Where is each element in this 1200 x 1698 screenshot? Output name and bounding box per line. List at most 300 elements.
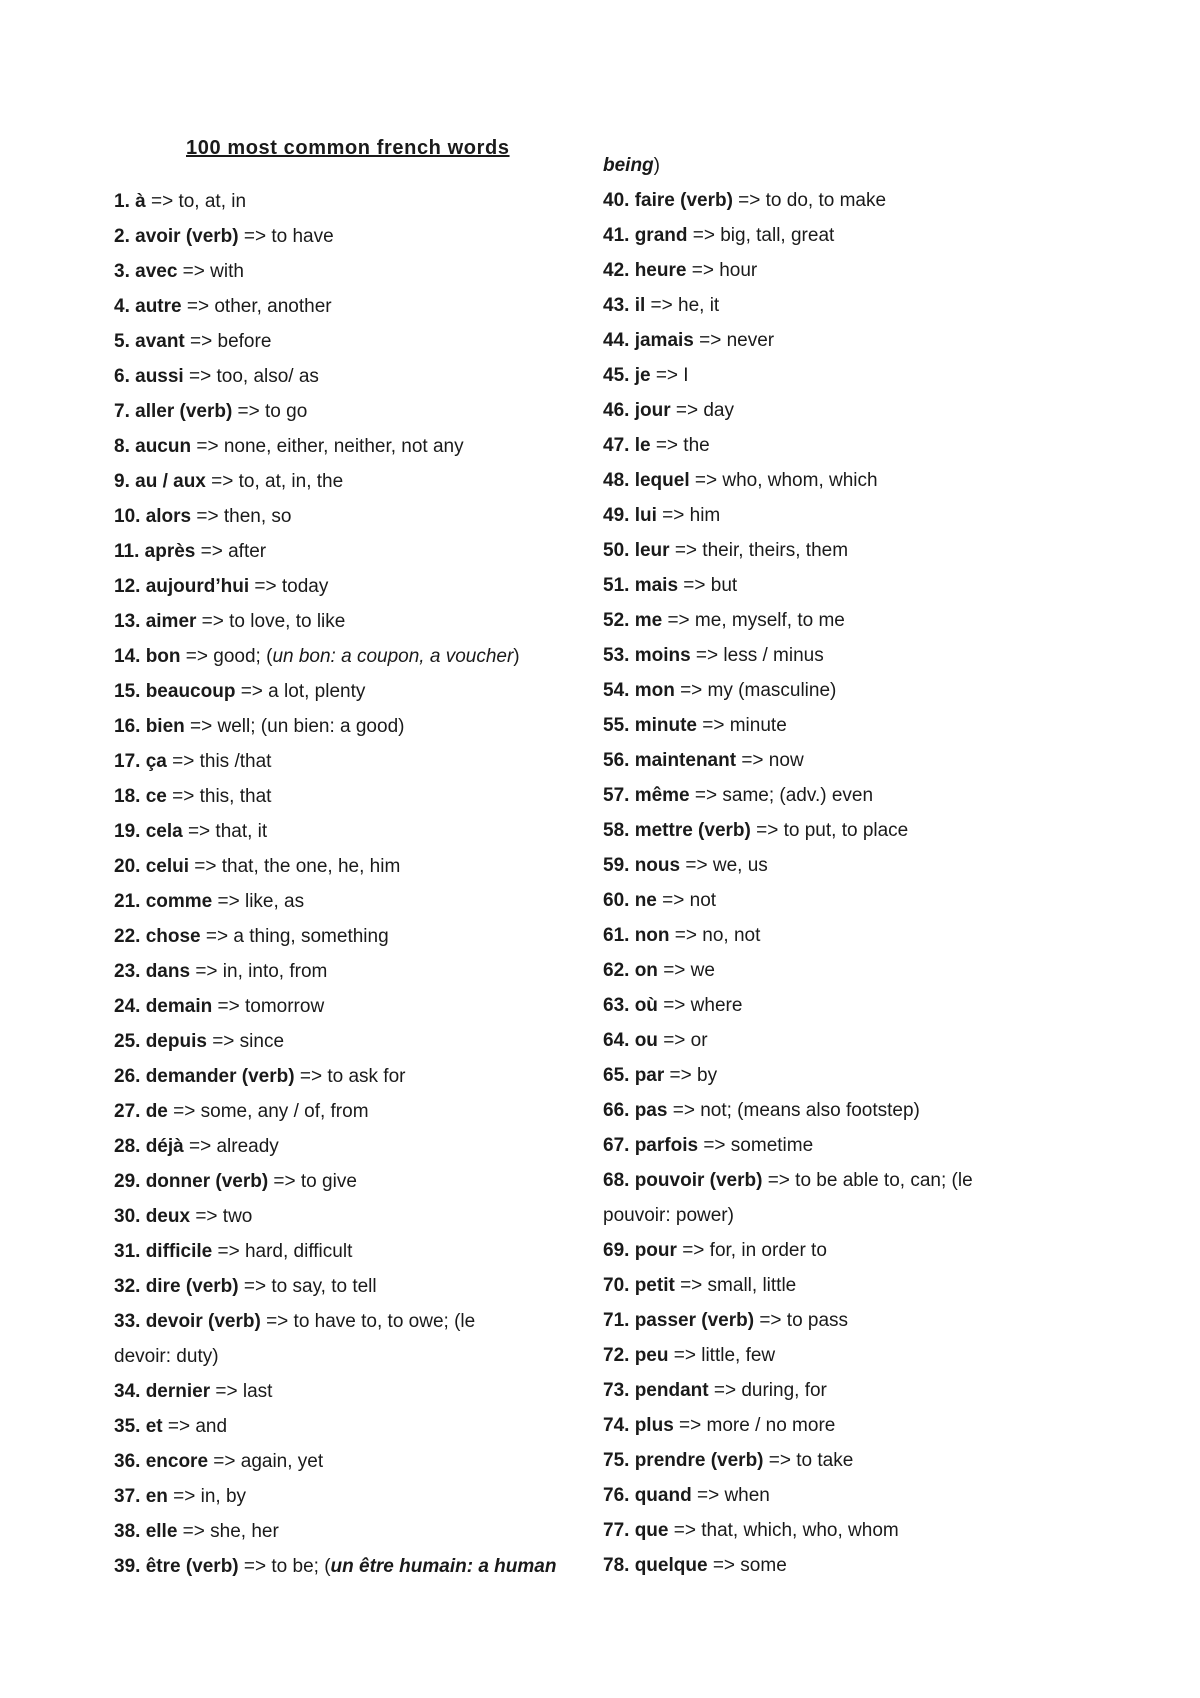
right-column: [603, 148, 1103, 1583]
definition-text: => that, the one, he, him: [189, 856, 401, 877]
french-word: leur: [634, 540, 670, 561]
french-word: autre: [135, 296, 182, 317]
entry-number: 9.: [114, 471, 136, 492]
word-entry: [603, 1373, 1103, 1408]
entry-number: 42.: [603, 260, 635, 281]
definition-text: => but: [678, 575, 738, 596]
word-entry: [114, 289, 614, 324]
entry-number: 74.: [603, 1415, 635, 1436]
definition-text: => me, myself, to me: [662, 610, 845, 631]
entry-number: 53.: [603, 645, 635, 666]
entry-number: 2.: [114, 226, 136, 247]
french-word: dire (verb): [145, 1276, 239, 1297]
word-entry: [603, 1233, 1103, 1268]
word-entry: [114, 1409, 614, 1444]
definition-text: => he, it: [645, 295, 720, 316]
definition-text: => a thing, something: [200, 926, 389, 947]
entry-number: 52.: [603, 610, 635, 631]
french-word: bon: [145, 646, 181, 667]
word-entry: [114, 1304, 614, 1339]
entry-number: 41.: [603, 225, 635, 246]
word-entry: [603, 218, 1103, 253]
entry-number: 69.: [603, 1240, 635, 1261]
french-word: me: [634, 610, 663, 631]
definition-text: => none, either, neither, not any: [191, 436, 464, 457]
definition-text: => day: [670, 400, 734, 421]
word-entry: [114, 1269, 614, 1304]
definition-text: => or: [657, 1030, 708, 1051]
word-entry: [603, 1303, 1103, 1338]
word-entry: [603, 288, 1103, 323]
entry-number: 46.: [603, 400, 635, 421]
french-word: il: [634, 295, 646, 316]
entry-number: 68.: [603, 1170, 635, 1191]
word-entry: [603, 603, 1103, 638]
french-word: parfois: [634, 1135, 699, 1156]
definition-text: => little, few: [668, 1345, 776, 1366]
definition-text: => a lot, plenty: [235, 681, 366, 702]
french-word: beaucoup: [145, 681, 236, 702]
french-word: demain: [145, 996, 213, 1017]
word-entry: [114, 919, 614, 954]
definition-text: => to, at, in: [145, 191, 247, 212]
definition-text: => to pass: [754, 1310, 849, 1331]
entry-number: 33.: [114, 1311, 146, 1332]
word-entry: [603, 1128, 1103, 1163]
definition-text: => to ask for: [294, 1066, 406, 1087]
french-word: encore: [145, 1451, 209, 1472]
french-word: jamais: [634, 330, 694, 351]
word-entry: [603, 848, 1103, 883]
french-word: alors: [145, 506, 192, 527]
word-entry: [603, 1268, 1103, 1303]
word-entry: [603, 1058, 1103, 1093]
word-entry: [114, 219, 614, 254]
definition-text: => not: [656, 890, 717, 911]
entry-number: 30.: [114, 1206, 146, 1227]
french-word: et: [145, 1416, 163, 1437]
entry-number: 20.: [114, 856, 146, 877]
french-word: aller (verb): [135, 401, 233, 422]
french-word: dans: [145, 961, 191, 982]
definition-text: => to have to, to owe; (le: [260, 1311, 476, 1332]
word-entry: [114, 709, 614, 744]
word-entry: [603, 428, 1103, 463]
word-entry: [603, 1513, 1103, 1548]
definition-text: => some, any / of, from: [167, 1101, 369, 1122]
example-text: un être humain: a human: [330, 1556, 557, 1577]
definition-text: => not; (means also footstep): [667, 1100, 920, 1121]
word-entry: [114, 499, 614, 534]
word-entry: [603, 393, 1103, 428]
entry-number: 65.: [603, 1065, 635, 1086]
entry-number: 19.: [114, 821, 146, 842]
entry-number: 8.: [114, 436, 136, 457]
definition-text: => we: [657, 960, 715, 981]
french-word: où: [634, 995, 658, 1016]
french-word: aimer: [145, 611, 197, 632]
word-entry: [603, 778, 1103, 813]
entry-number: 60.: [603, 890, 635, 911]
french-word: prendre (verb): [634, 1450, 764, 1471]
entry-number: 11.: [114, 541, 145, 562]
page-title: 100 most common french words: [186, 137, 510, 159]
word-entry: [603, 638, 1103, 673]
definition-text: => that, it: [182, 821, 268, 842]
entry-number: 26.: [114, 1066, 146, 1087]
entry-number: 13.: [114, 611, 146, 632]
entry-number: 76.: [603, 1485, 635, 1506]
french-word: pour: [634, 1240, 677, 1261]
word-entry: [114, 429, 614, 464]
word-entry: [603, 1548, 1103, 1583]
entry-number: 56.: [603, 750, 635, 771]
word-entry: [114, 1444, 614, 1479]
entry-number: 78.: [603, 1555, 635, 1576]
word-entry: [603, 463, 1103, 498]
french-word: par: [634, 1065, 665, 1086]
french-word: même: [634, 785, 690, 806]
entry-number: 39.: [114, 1556, 146, 1577]
entry-number: 67.: [603, 1135, 635, 1156]
definition-text: => to take: [763, 1450, 854, 1471]
word-entry: [603, 1093, 1103, 1128]
definition-text: => before: [184, 331, 272, 352]
entry-number: 75.: [603, 1450, 635, 1471]
french-word: lequel: [634, 470, 690, 491]
word-entry: [114, 779, 614, 814]
word-entry: [114, 1374, 614, 1409]
definition-text: => less / minus: [690, 645, 824, 666]
french-word: chose: [145, 926, 201, 947]
french-word: avoir (verb): [135, 226, 239, 247]
word-entry: [114, 534, 614, 569]
entry-number: 5.: [114, 331, 136, 352]
french-word: passer (verb): [634, 1310, 755, 1331]
entry-number: 43.: [603, 295, 635, 316]
definition-text: ): [513, 646, 520, 667]
definition-text: => to say, to tell: [238, 1276, 377, 1297]
definition-text: => small, little: [674, 1275, 797, 1296]
definition-text: => to put, to place: [750, 820, 909, 841]
entry-number: 61.: [603, 925, 635, 946]
entry-number: 27.: [114, 1101, 146, 1122]
french-word: quelque: [634, 1555, 708, 1576]
word-entry: [603, 568, 1103, 603]
entry-number: 37.: [114, 1486, 146, 1507]
entry-number: 23.: [114, 961, 146, 982]
word-entry: [603, 673, 1103, 708]
word-entry: [114, 394, 614, 429]
definition-text: => this /that: [166, 751, 272, 772]
word-entry: [603, 1408, 1103, 1443]
entry-number: 7.: [114, 401, 136, 422]
entry-number: 55.: [603, 715, 635, 736]
word-entry: [114, 1164, 614, 1199]
french-word: demander (verb): [145, 1066, 295, 1087]
definition-text: => some: [707, 1555, 787, 1576]
french-word: plus: [634, 1415, 674, 1436]
word-entry: [603, 708, 1103, 743]
example-text: being: [603, 155, 654, 176]
word-entry: [114, 1549, 614, 1584]
entry-number: 22.: [114, 926, 146, 947]
french-word: ça: [145, 751, 167, 772]
entry-number: 64.: [603, 1030, 635, 1051]
definition-text: => like, as: [212, 891, 305, 912]
definition-text: => in, into, from: [190, 961, 328, 982]
word-entry: [114, 569, 614, 604]
entry-number: 4.: [114, 296, 136, 317]
definition-text: => tomorrow: [212, 996, 325, 1017]
entry-number: 51.: [603, 575, 635, 596]
french-word: mon: [634, 680, 675, 701]
word-entry: [603, 743, 1103, 778]
entry-number: 1.: [114, 191, 136, 212]
word-entry: [114, 989, 614, 1024]
french-word: ce: [145, 786, 167, 807]
definition-text: => to, at, in, the: [205, 471, 344, 492]
word-entry: [603, 918, 1103, 953]
definition-text: => no, not: [669, 925, 761, 946]
word-entry: [114, 1059, 614, 1094]
word-entry: [114, 254, 614, 289]
entry-number: 17.: [114, 751, 146, 772]
word-entry: [114, 359, 614, 394]
french-word: aucun: [135, 436, 192, 457]
french-word: minute: [634, 715, 697, 736]
definition-text: => well; (un bien: a good): [184, 716, 405, 737]
entry-number: 38.: [114, 1521, 146, 1542]
definition-text: => this, that: [166, 786, 272, 807]
word-entry: [114, 814, 614, 849]
definition-text: => never: [693, 330, 775, 351]
entry-continuation: [603, 1198, 1103, 1233]
definition-text: => to be; (: [238, 1556, 331, 1577]
entry-continuation: [603, 148, 1103, 183]
definition-text: => big, tall, great: [687, 225, 835, 246]
entry-number: 44.: [603, 330, 635, 351]
definition-text: => to give: [268, 1171, 357, 1192]
definition-text: devoir: duty): [114, 1346, 219, 1367]
french-word: pouvoir (verb): [634, 1170, 763, 1191]
word-entry: [603, 1338, 1103, 1373]
definition-text: => my (masculine): [674, 680, 837, 701]
entry-number: 28.: [114, 1136, 146, 1157]
entry-number: 18.: [114, 786, 146, 807]
french-word: avec: [135, 261, 178, 282]
french-word: mettre (verb): [634, 820, 751, 841]
french-word: de: [145, 1101, 168, 1122]
french-word: avant: [135, 331, 185, 352]
definition-text: => hour: [686, 260, 758, 281]
french-word: mais: [634, 575, 679, 596]
definition-text: => during, for: [708, 1380, 827, 1401]
word-entry: [114, 1479, 614, 1514]
french-word: que: [634, 1520, 669, 1541]
definition-text: => in, by: [167, 1486, 247, 1507]
entry-number: 57.: [603, 785, 635, 806]
word-entry: [603, 498, 1103, 533]
word-entry: [603, 988, 1103, 1023]
french-word: dernier: [145, 1381, 211, 1402]
word-entry: [603, 358, 1103, 393]
entry-number: 63.: [603, 995, 635, 1016]
word-entry: [603, 323, 1103, 358]
word-entry: [114, 184, 614, 219]
french-word: maintenant: [634, 750, 737, 771]
entry-number: 49.: [603, 505, 635, 526]
french-word: ou: [634, 1030, 658, 1051]
word-entry: [114, 464, 614, 499]
definition-text: => then, so: [191, 506, 292, 527]
entry-number: 21.: [114, 891, 146, 912]
definition-text: => when: [691, 1485, 770, 1506]
entry-number: 32.: [114, 1276, 146, 1297]
word-entry: [114, 1094, 614, 1129]
french-word: moins: [634, 645, 691, 666]
definition-text: => today: [249, 576, 329, 597]
definition-text: => too, also/ as: [183, 366, 319, 387]
french-word: donner (verb): [145, 1171, 269, 1192]
word-entry: [114, 744, 614, 779]
word-entry: [114, 1234, 614, 1269]
french-word: en: [145, 1486, 168, 1507]
word-entry: [114, 1129, 614, 1164]
french-word: grand: [634, 225, 688, 246]
french-word: aussi: [135, 366, 184, 387]
definition-text: => and: [162, 1416, 228, 1437]
french-word: devoir (verb): [145, 1311, 261, 1332]
definition-text: ): [653, 155, 660, 176]
entry-number: 70.: [603, 1275, 635, 1296]
entry-number: 35.: [114, 1416, 146, 1437]
definition-text: => who, whom, which: [689, 470, 878, 491]
word-entry: [114, 954, 614, 989]
entry-number: 40.: [603, 190, 635, 211]
entry-number: 29.: [114, 1171, 146, 1192]
word-entry: [603, 1163, 1103, 1198]
definition-text: => now: [736, 750, 804, 771]
definition-text: => other, another: [181, 296, 332, 317]
french-word: être (verb): [145, 1556, 239, 1577]
word-entry: [114, 1024, 614, 1059]
definition-text: => to love, to like: [196, 611, 346, 632]
entry-number: 73.: [603, 1380, 635, 1401]
definition-text: => I: [650, 365, 689, 386]
entry-number: 6.: [114, 366, 136, 387]
definition-text: => last: [210, 1381, 273, 1402]
definition-text: => to do, to make: [732, 190, 887, 211]
entry-number: 59.: [603, 855, 635, 876]
definition-text: => by: [664, 1065, 718, 1086]
word-entry: [603, 1478, 1103, 1513]
french-word: je: [634, 365, 651, 386]
french-word: on: [634, 960, 658, 981]
french-word: faire (verb): [634, 190, 733, 211]
french-word: pas: [634, 1100, 668, 1121]
definition-text: => him: [656, 505, 721, 526]
definition-text: => we, us: [680, 855, 768, 876]
left-column: [114, 184, 614, 1584]
entry-number: 25.: [114, 1031, 146, 1052]
french-word: deux: [145, 1206, 191, 1227]
definition-text: => the: [650, 435, 710, 456]
word-entry: [114, 884, 614, 919]
word-entry: [603, 533, 1103, 568]
definition-text: => with: [177, 261, 244, 282]
entry-number: 62.: [603, 960, 635, 981]
entry-number: 15.: [114, 681, 146, 702]
definition-text: => where: [657, 995, 743, 1016]
french-word: pendant: [634, 1380, 709, 1401]
definition-text: => sometime: [698, 1135, 814, 1156]
entry-number: 31.: [114, 1241, 146, 1262]
french-word: nous: [634, 855, 681, 876]
definition-text: => that, which, who, whom: [668, 1520, 899, 1541]
word-entry: [114, 639, 614, 674]
french-word: à: [135, 191, 146, 212]
french-word: le: [634, 435, 651, 456]
word-entry: [114, 324, 614, 359]
word-entry: [603, 253, 1103, 288]
entry-number: 36.: [114, 1451, 146, 1472]
entry-number: 14.: [114, 646, 146, 667]
word-entry: [603, 1443, 1103, 1478]
word-entry: [114, 604, 614, 639]
definition-text: => she, her: [177, 1521, 279, 1542]
entry-number: 66.: [603, 1100, 635, 1121]
word-entry: [603, 813, 1103, 848]
entry-number: 34.: [114, 1381, 146, 1402]
definition-text: => minute: [696, 715, 787, 736]
entry-number: 48.: [603, 470, 635, 491]
french-word: après: [144, 541, 196, 562]
french-word: comme: [145, 891, 213, 912]
french-word: lui: [634, 505, 657, 526]
french-word: au / aux: [135, 471, 206, 492]
definition-text: => two: [190, 1206, 253, 1227]
entry-number: 47.: [603, 435, 635, 456]
french-word: ne: [634, 890, 657, 911]
french-word: heure: [634, 260, 687, 281]
definition-text: => to go: [232, 401, 308, 422]
entry-number: 24.: [114, 996, 146, 1017]
word-entry: [114, 1199, 614, 1234]
word-entry: [114, 849, 614, 884]
definition-text: => same; (adv.) even: [689, 785, 874, 806]
definition-text: => to have: [238, 226, 334, 247]
french-word: quand: [634, 1485, 692, 1506]
french-word: petit: [634, 1275, 675, 1296]
word-entry: [603, 1023, 1103, 1058]
entry-number: 71.: [603, 1310, 635, 1331]
french-word: depuis: [145, 1031, 207, 1052]
entry-number: 45.: [603, 365, 635, 386]
example-text: un bon: a coupon, a voucher: [272, 646, 514, 667]
entry-number: 16.: [114, 716, 146, 737]
word-entry: [114, 1514, 614, 1549]
french-word: elle: [145, 1521, 178, 1542]
word-entry: [603, 183, 1103, 218]
french-word: jour: [634, 400, 671, 421]
definition-text: pouvoir: power): [603, 1205, 734, 1226]
french-word: peu: [634, 1345, 669, 1366]
entry-number: 58.: [603, 820, 635, 841]
definition-text: => after: [195, 541, 267, 562]
definition-text: => already: [183, 1136, 279, 1157]
entry-number: 3.: [114, 261, 136, 282]
